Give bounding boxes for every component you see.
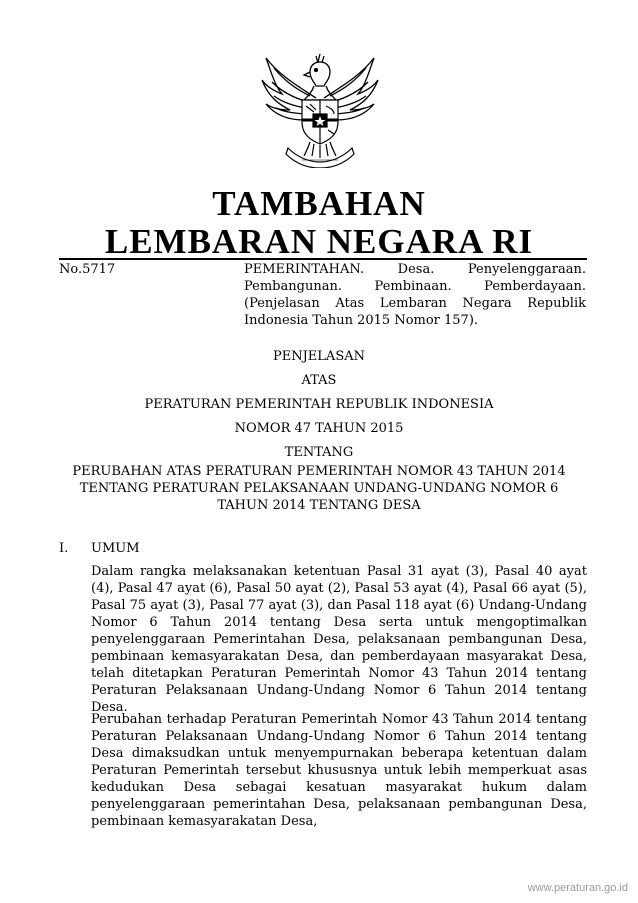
document-number: No.5717 (59, 262, 116, 277)
document-title-line1: TAMBAHAN (212, 184, 426, 223)
source-watermark: www.peraturan.go.id (527, 882, 628, 894)
garuda-emblem-icon (258, 50, 382, 168)
section-number: I. (59, 541, 69, 556)
section-title: UMUM (91, 541, 140, 556)
paragraph-1: Dalam rangka melaksanakan ketentuan Pasal 31 ayat (3), Pasal 40 ayat (4), Pasal 47 ayat (6), Pasal 50 ayat (2), Pasal 53 ayat (4), Pasal 66 ayat (5), Pasal 75 ayat (3), Pasal 77 ayat (3), dan Pasal 118 ayat (6) Undang-Undang Nomor 6 Tahun 2014 tentang Desa serta untuk mengoptimalkan penyelenggaraan Pemerintahan Desa, pelaksanaan pembangunan Desa, pembinaan kemasyarakatan Desa, dan pemberdayaan masyarakat Desa, telah ditetapkan Peraturan Pemerintah Nomor 43 Tahun 2014 tentang Peraturan Pelaksanaan Undang-Undang Nomor 6 Tahun 2014 tentang Desa. (91, 564, 587, 715)
document-abstract: PEMERINTAHAN. Desa. Penyelenggaraan. Pembangunan. Pembinaan. Pemberdayaan. (Penjelasan Atas Lembaran Negara Republik Indonesia Tahun 2015 Nomor 157). (244, 262, 586, 328)
paragraph-2: Perubahan terhadap Peraturan Pemerintah Nomor 43 Tahun 2014 tentang Peraturan Pelaksanaan Undang-Undang Nomor 6 Tahun 2014 tentang Desa dimaksudkan untuk menyempurnakan beberapa ketentuan dalam Peraturan Pemerintah tersebut khususnya untuk lebih memperkuat asas kedudukan Desa sebagai kesatuan masyarakat hukum dalam penyelenggaraan pemerintahan Desa, pelaksanaan pembangunan Desa, pembinaan kemasyarakatan Desa, (91, 712, 587, 829)
document-title-line2: LEMBARAN NEGARA RI (104, 222, 534, 261)
title-divider (59, 258, 587, 260)
heading-tentang: TENTANG (284, 445, 354, 460)
heading-regulation-number: NOMOR 47 TAHUN 2015 (234, 421, 404, 436)
heading-atas: ATAS (301, 373, 337, 388)
heading-penjelasan: PENJELASAN (272, 349, 365, 364)
heading-subject: PERUBAHAN ATAS PERATURAN PEMERINTAH NOMOR 43 TAHUN 2014 TENTANG PERATURAN PELAKSANAAN UNDANG-UNDANG NOMOR 6 TAHUN 2014 TENTANG DESA (72, 464, 566, 513)
heading-regulation-type: PERATURAN PEMERINTAH REPUBLIK INDONESIA (144, 397, 494, 412)
